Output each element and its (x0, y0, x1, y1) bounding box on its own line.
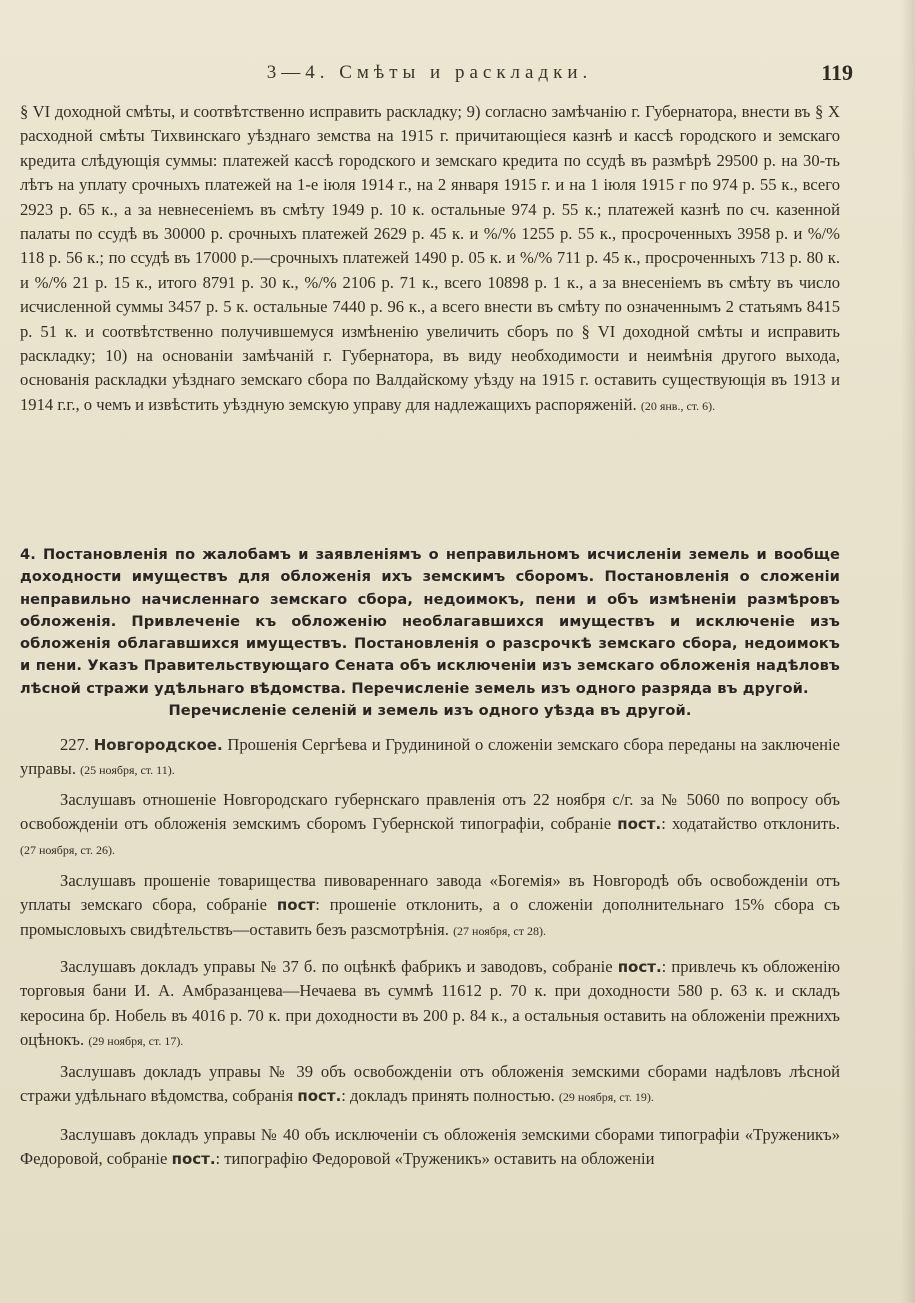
paragraph-text: § VI доходной смѣты, и соотвѣтственно исправить раскладку; 9) согласно замѣчанію г. Губернатора, внести въ § X расходной смѣты Тихвинскаго уѣзднаго земства на 1915 г. причитающіеся казнѣ и кассѣ городского и земскаго кредита слѣдующія суммы: платежей кассѣ городского и земскаго кредита по ссудѣ въ размѣрѣ 29500 р. на 30-ть лѣтъ на уплату срочныхъ платежей на 1-е іюля 1914 г., на 2 января 1915 г. и на 1 іюля 1915 г по 974 р. 55 к., всего 2923 р. 65 к., а за невнесеніемъ въ смѣту 1949 р. 10 к. остальные 974 р. 55 к.; платежей казнѣ по сч. казенной палаты по ссудѣ въ 30000 р. срочныхъ платежей 2629 р. 45 к. и %/% 1255 р. 55 к., просроченныхъ 3958 р. и %/% 118 р. 56 к.; по ссудѣ въ 17000 р.—срочныхъ платежей 1490 р. 05 к. и %/% 711 р. 45 к., просроченныхъ 713 р. 80 к. и %/% 21 р. 15 к., итого 8791 р. 30 к., %/% 2106 р. 71 к., всего 10898 р. 1 к., а за внесеніемъ въ смѣту въ число исчисленной суммы 3457 р. 5 к. остальные 7440 р. 96 к., а всего внести въ смѣту по означеннымъ 2 статьямъ 8415 р. 51 к. и соотвѣтственно получившемуся измѣненію увеличить сборъ по § VI доходной смѣты и исправить раскладку; 10) на основаніи замѣчаній г. Губернатора, въ виду необходимости и неимѣнія другого выхода, основанія раскладки уѣзднаго земскаго сбора по Валдайскому уѣзду на 1915 г. оставить существующія въ 1913 и 1914 г.г., о чемъ и извѣстить уѣздную земскую управу для надлежащихъ распоряженій. (20, 102, 840, 414)
entry-text-after: : типографію Федоровой «Труженикъ» оставить на обложеніи (215, 1149, 655, 1169)
entry-resolution-keyword: пост. (617, 958, 662, 976)
page-number: 119 (821, 60, 853, 85)
entry-text-after: : ходатайство отклонить. (661, 814, 840, 834)
entry-text-before: Заслушавъ отношеніе Новгородскаго губернскаго правленія отъ 22 ноября с/г. за № 5060 по вопросу объ освобожденіи отъ обложенія земскимъ сборомъ Губернской типографіи, собраніе (20, 790, 840, 834)
entry-text-after: : докладъ принять полностью. (341, 1086, 555, 1106)
entry-place: Новгородское. (93, 736, 223, 754)
entry-reference: (27 ноября, ст 28). (453, 923, 546, 938)
entry-text-before: Заслушавъ докладъ управы № 39 объ освобожденіи отъ обложенія земскими сборами надѣловъ лѣсной стражи удѣльнаго вѣдомства, собранія (20, 1062, 840, 1106)
entry-paragraph (20, 955, 840, 1054)
entry-resolution-keyword: пост. (171, 1150, 216, 1169)
paragraph-reference: (20 янв., ст. 6). (640, 398, 716, 413)
entry-resolution-keyword: пост. (297, 1087, 342, 1106)
entry-reference: (29 ноября, ст. 19). (558, 1090, 654, 1105)
entry-reference: (29 ноября, ст. 17). (88, 1034, 184, 1049)
entry-resolution-keyword: пост. (617, 815, 662, 834)
entry-paragraph (20, 788, 840, 862)
entry-text-after: : привлечь къ обложенію торговыя бани И. А. Амбразанцева—Нечаева въ суммѣ 11612 р. 70 к. при доходности 580 р. 63 к. и складъ керосина бр. Нобель въ 4016 р. 70 к. при доходности въ 200 р. 84 к., а остальныя оставить на обложеніи прежнихъ оцѣнокъ. (20, 957, 840, 1050)
section-heading-text: 4. Постановленія по жалобамъ и заявленіямъ о неправильномъ исчисленіи земель и вообще доходности имуществъ для обложенія ихъ земскимъ сборомъ. Постановленія о сложеніи неправильно начисленнаго земскаго сбора, недоимокъ, пени и объ измѣненіи размѣровъ обложенія. Привлеченіе къ обложенію необлагавшихся имуществъ и исключеніе изъ обложенія облагавшихся имуществъ. Постановленія о разсрочкѣ земскаго сбора, недоимокъ и пени. Указъ Правительствующаго Сената объ исключеніи изъ земскаго обложенія надѣловъ лѣсной стражи удѣльнаго вѣдомства. Перечисленіе земель изъ одного разряда въ другой. (20, 546, 840, 697)
entry-reference: (25 ноября, ст. 11). (80, 763, 175, 778)
section-heading-last-line: Перечисленіе селеній и земель изъ одного уѣзда въ другой. (168, 702, 692, 720)
entry-paragraph (20, 869, 840, 943)
entry-227 (20, 733, 840, 783)
running-header: 3—4. Смѣты и раскладки. (266, 62, 593, 83)
entry-text: Прошенія Сергѣева и Грудининой о сложеніи земскаго сбора переданы на заключеніе управы. (20, 735, 840, 779)
page-edge-shadow (901, 0, 915, 1303)
entry-number: 227. (60, 735, 90, 754)
entry-resolution-keyword: пост (276, 896, 316, 915)
entry-paragraph (20, 1060, 840, 1110)
section-heading (20, 544, 840, 722)
entry-text-after: : прошеніе отклонить, а о сложеніи дополнительнаго 15% сбора съ промысловыхъ свидѣтельствъ—оставить безъ разсмотрѣнія. (20, 895, 840, 939)
entry-text-before: Заслушавъ докладъ управы № 37 б. по оцѣнкѣ фабрикъ и заводовъ, собраніе (60, 957, 613, 976)
entry-text-before: Заслушавъ прошеніе товарищества пивовареннаго завода «Богемія» въ Новгородѣ объ освобожденіи отъ уплаты земскаго сбора, собраніе (20, 871, 840, 915)
entry-text-before: Заслушавъ докладъ управы № 40 объ исключеніи съ обложенія земскими сборами типографіи «Труженикъ» Федоровой, собраніе (20, 1125, 840, 1169)
continued-paragraph (20, 100, 840, 418)
entry-reference: (27 ноября, ст. 26). (20, 842, 115, 857)
entry-paragraph (20, 1123, 840, 1172)
